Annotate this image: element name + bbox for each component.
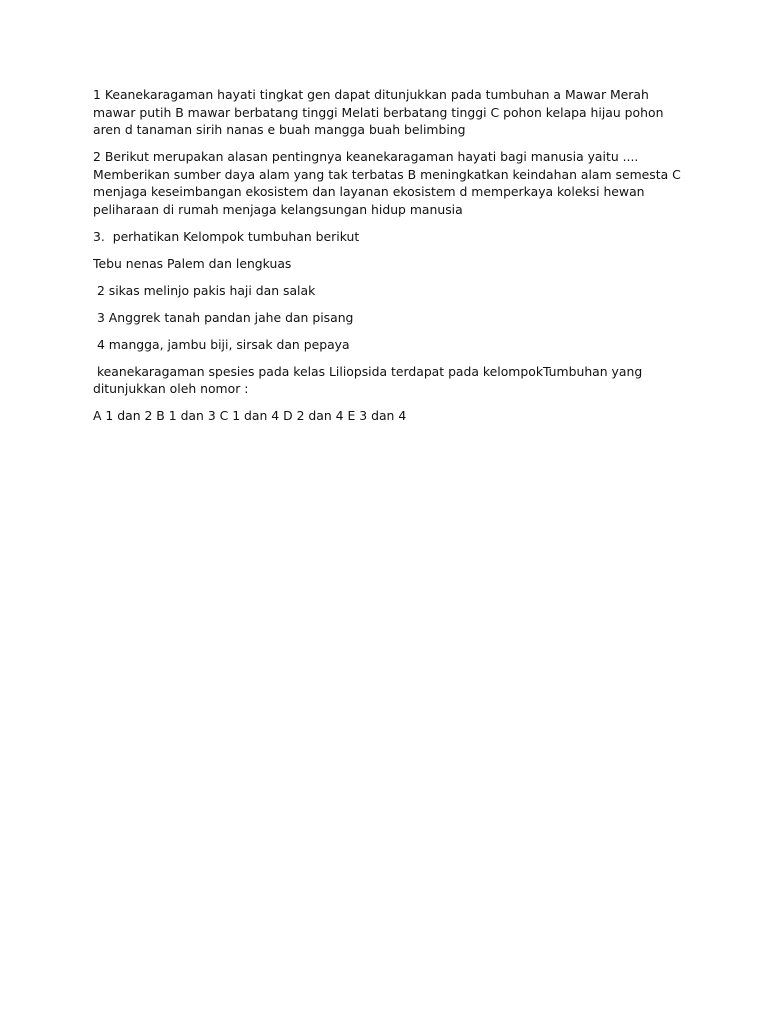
question-3-prompt: 3. perhatikan Kelompok tumbuhan berikut bbox=[93, 228, 360, 244]
document-body bbox=[93, 86, 683, 434]
plant-group-3: 3 Anggrek tanah pandan jahe dan pisang bbox=[93, 309, 354, 325]
plant-group-2: 2 sikas melinjo pakis haji dan salak bbox=[93, 282, 316, 298]
question-3-options: A 1 dan 2 B 1 dan 3 C 1 dan 4 D 2 dan 4 E 3 dan 4 bbox=[93, 408, 407, 423]
question-1-paragraph: 1 Keanekaragaman hayati tingkat gen dapat ditunjukkan pada tumbuhan a Mawar Merah mawar putih B mawar berbatang tinggi Melati berbatang tinggi C pohon kelapa hijau pohon aren d tanaman sirih nanas e buah mangga buah belimbing bbox=[93, 87, 668, 137]
question-2-paragraph: 2 Berikut merupakan alasan pentingnya keanekaragaman hayati bagi manusia yaitu .... Memberikan sumber daya alam yang tak terbatas B meningkatkan keindahan alam semesta C menjaga keseimbangan ekosistem dan layanan ekosistem d memperkaya koleksi hewan peliharaan di rumah menjaga kelangsungan hidup manusia bbox=[93, 149, 685, 217]
question-3-question: keanekaragaman spesies pada kelas Liliopsida terdapat pada kelompokTumbuhan yang ditunjukkan oleh nomor : bbox=[93, 363, 647, 396]
plant-group-4: 4 mangga, jambu biji, sirsak dan pepaya bbox=[93, 336, 350, 352]
plant-group-1: Tebu nenas Palem dan lengkuas bbox=[93, 255, 292, 271]
